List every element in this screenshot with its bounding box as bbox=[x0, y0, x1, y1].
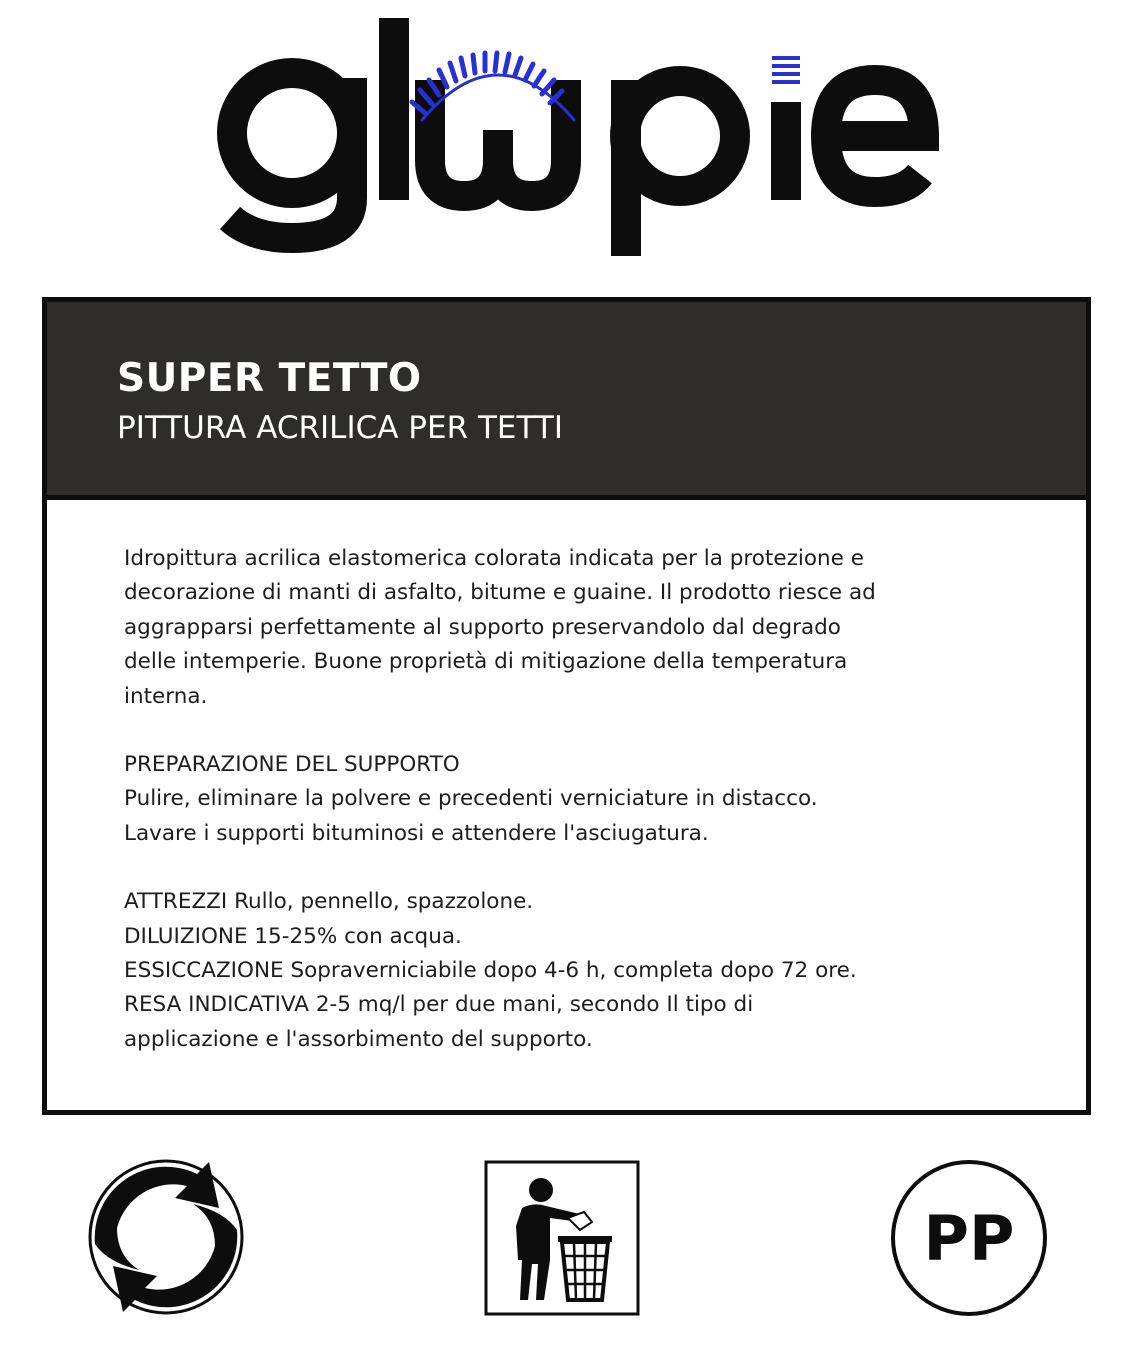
surface-preparation: PREPARAZIONE DEL SUPPORTO Pulire, eliminare la polvere e precedenti verniciature in distacco. Lavare i supporti bituminosi e attendere l'asciugatura. bbox=[124, 752, 818, 846]
green-dot-icon bbox=[87, 1158, 245, 1316]
technical-specs: ATTREZZI Rullo, pennello, spazzolone. DILUIZIONE 15-25% con acqua. ESSICCAZIONE Sopraverniciabile dopo 4-6 h, completa dopo 72 ore. RESA INDICATIVA 2-5 mq/l per due mani, secondo Il tipo di applicazione e l'assorbimento del supporto. bbox=[124, 889, 857, 1052]
brand-logo bbox=[200, 10, 940, 260]
product-subtitle: PITTURA ACRILICA PER TETTI bbox=[117, 410, 563, 446]
label-body bbox=[124, 542, 1024, 1057]
pp-material-icon bbox=[891, 1160, 1047, 1316]
product-description: Idropittura acrilica elastomerica colorata indicata per la protezione e decorazione di manti di asfalto, bitume e guaine. Il prodotto riesce ad aggrapparsi perfettamente al supporto preservandolo dal degrado delle intemperie. Buone proprietà di mitigazione della temperatura interna. bbox=[124, 546, 876, 709]
product-label bbox=[42, 297, 1091, 1115]
tidyman-litter-bin-icon bbox=[484, 1160, 640, 1316]
material-code: PP bbox=[923, 1201, 1015, 1275]
product-name: SUPER TETTO bbox=[117, 356, 422, 401]
label-header bbox=[47, 302, 1086, 500]
